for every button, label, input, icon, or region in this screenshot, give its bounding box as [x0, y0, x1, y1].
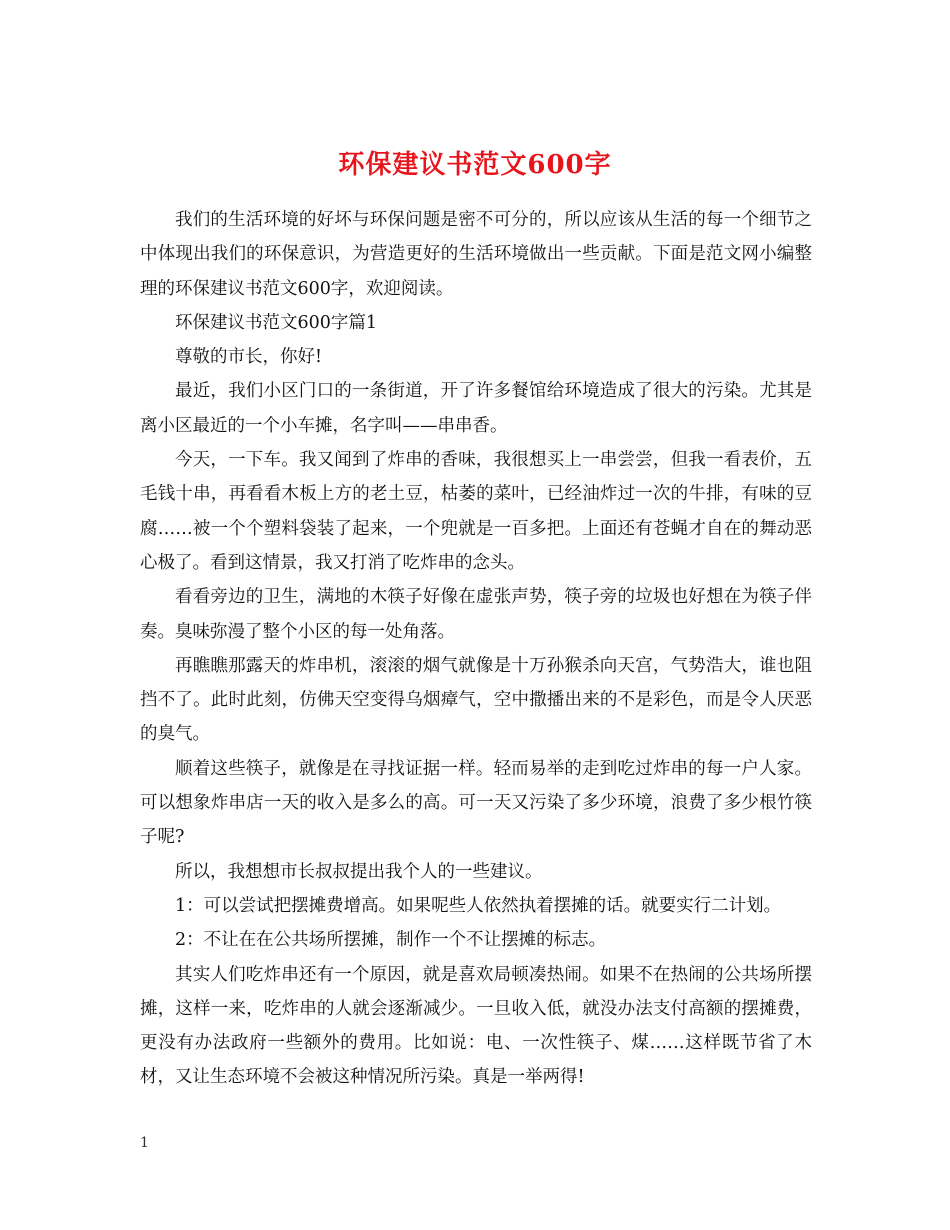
paragraph: 看看旁边的卫生，满地的木筷子好像在虚张声势，筷子旁的垃圾也好想在为筷子伴奏。臭味弥漫了整个小区的每一处角落。 — [140, 587, 812, 642]
section-heading: 环保建议书范文600字篇1 — [175, 312, 378, 333]
paragraph: 再瞧瞧那露天的炸串机，滚滚的烟气就像是十万孙猴杀向天宫，气势浩大，谁也阻挡不了。此时此刻，仿佛天空变得乌烟瘴气，空中撒播出来的不是彩色，而是令人厌恶的臭气。 — [140, 655, 812, 745]
paragraph: 2：不让在在公共场所摆摊，制作一个不让摆摊的标志。 — [175, 930, 607, 951]
paragraph: 最近，我们小区门口的一条街道，开了许多餐馆给环境造成了很大的污染。尤其是离小区最近的一个小车摊，名字叫——串串香。 — [140, 381, 812, 436]
document-body — [140, 203, 812, 1095]
paragraph: 所以，我想想市长叔叔提出我个人的一些建议。 — [175, 861, 543, 882]
paragraph: 其实人们吃炸串还有一个原因，就是喜欢局顿凑热闹。如果不在热闹的公共场所摆摊，这样一来，吃炸串的人就会逐渐减少。一旦收入低，就没办法支付高额的摆摊费，更没有办法政府一些额外的费用。比如说：电、一次性筷子、煤……这样既节省了木材，又让生态环境不会被这种情况所污染。真是一举两得! — [140, 964, 812, 1088]
paragraph: 今天，一下车。我又闻到了炸串的香味，我很想买上一串尝尝，但我一看表价，五毛钱十串，再看看木板上方的老土豆，枯萎的菜叶，已经油炸过一次的牛排，有味的豆腐……被一个个塑料袋装了起来，一个兜就是一百多把。上面还有苍蝇才自在的舞动恶心极了。看到这情景，我又打消了吃炸串的念头。 — [140, 450, 812, 573]
document-title: 环保建议书范文600字 — [338, 150, 612, 181]
paragraph: 顺着这些筷子，就像是在寻找证据一样。轻而易举的走到吃过炸串的每一户人家。可以想象炸串店一天的收入是多么的高。可一天又污染了多少环境，浪费了多少根竹筷子呢? — [140, 758, 812, 848]
paragraph: 1：可以尝试把摆摊费增高。如果呢些人依然执着摆摊的话。就要实行二计划。 — [175, 895, 782, 916]
page-number: 1 — [140, 1135, 149, 1151]
paragraph: 我们的生活环境的好坏与环保问题是密不可分的，所以应该从生活的每一个细节之中体现出我们的环保意识，为营造更好的生活环境做出一些贡献。下面是范文网小编整理的环保建议书范文600字，欢迎阅读。 — [140, 210, 812, 299]
paragraph: 尊敬的市长，你好! — [175, 347, 323, 368]
